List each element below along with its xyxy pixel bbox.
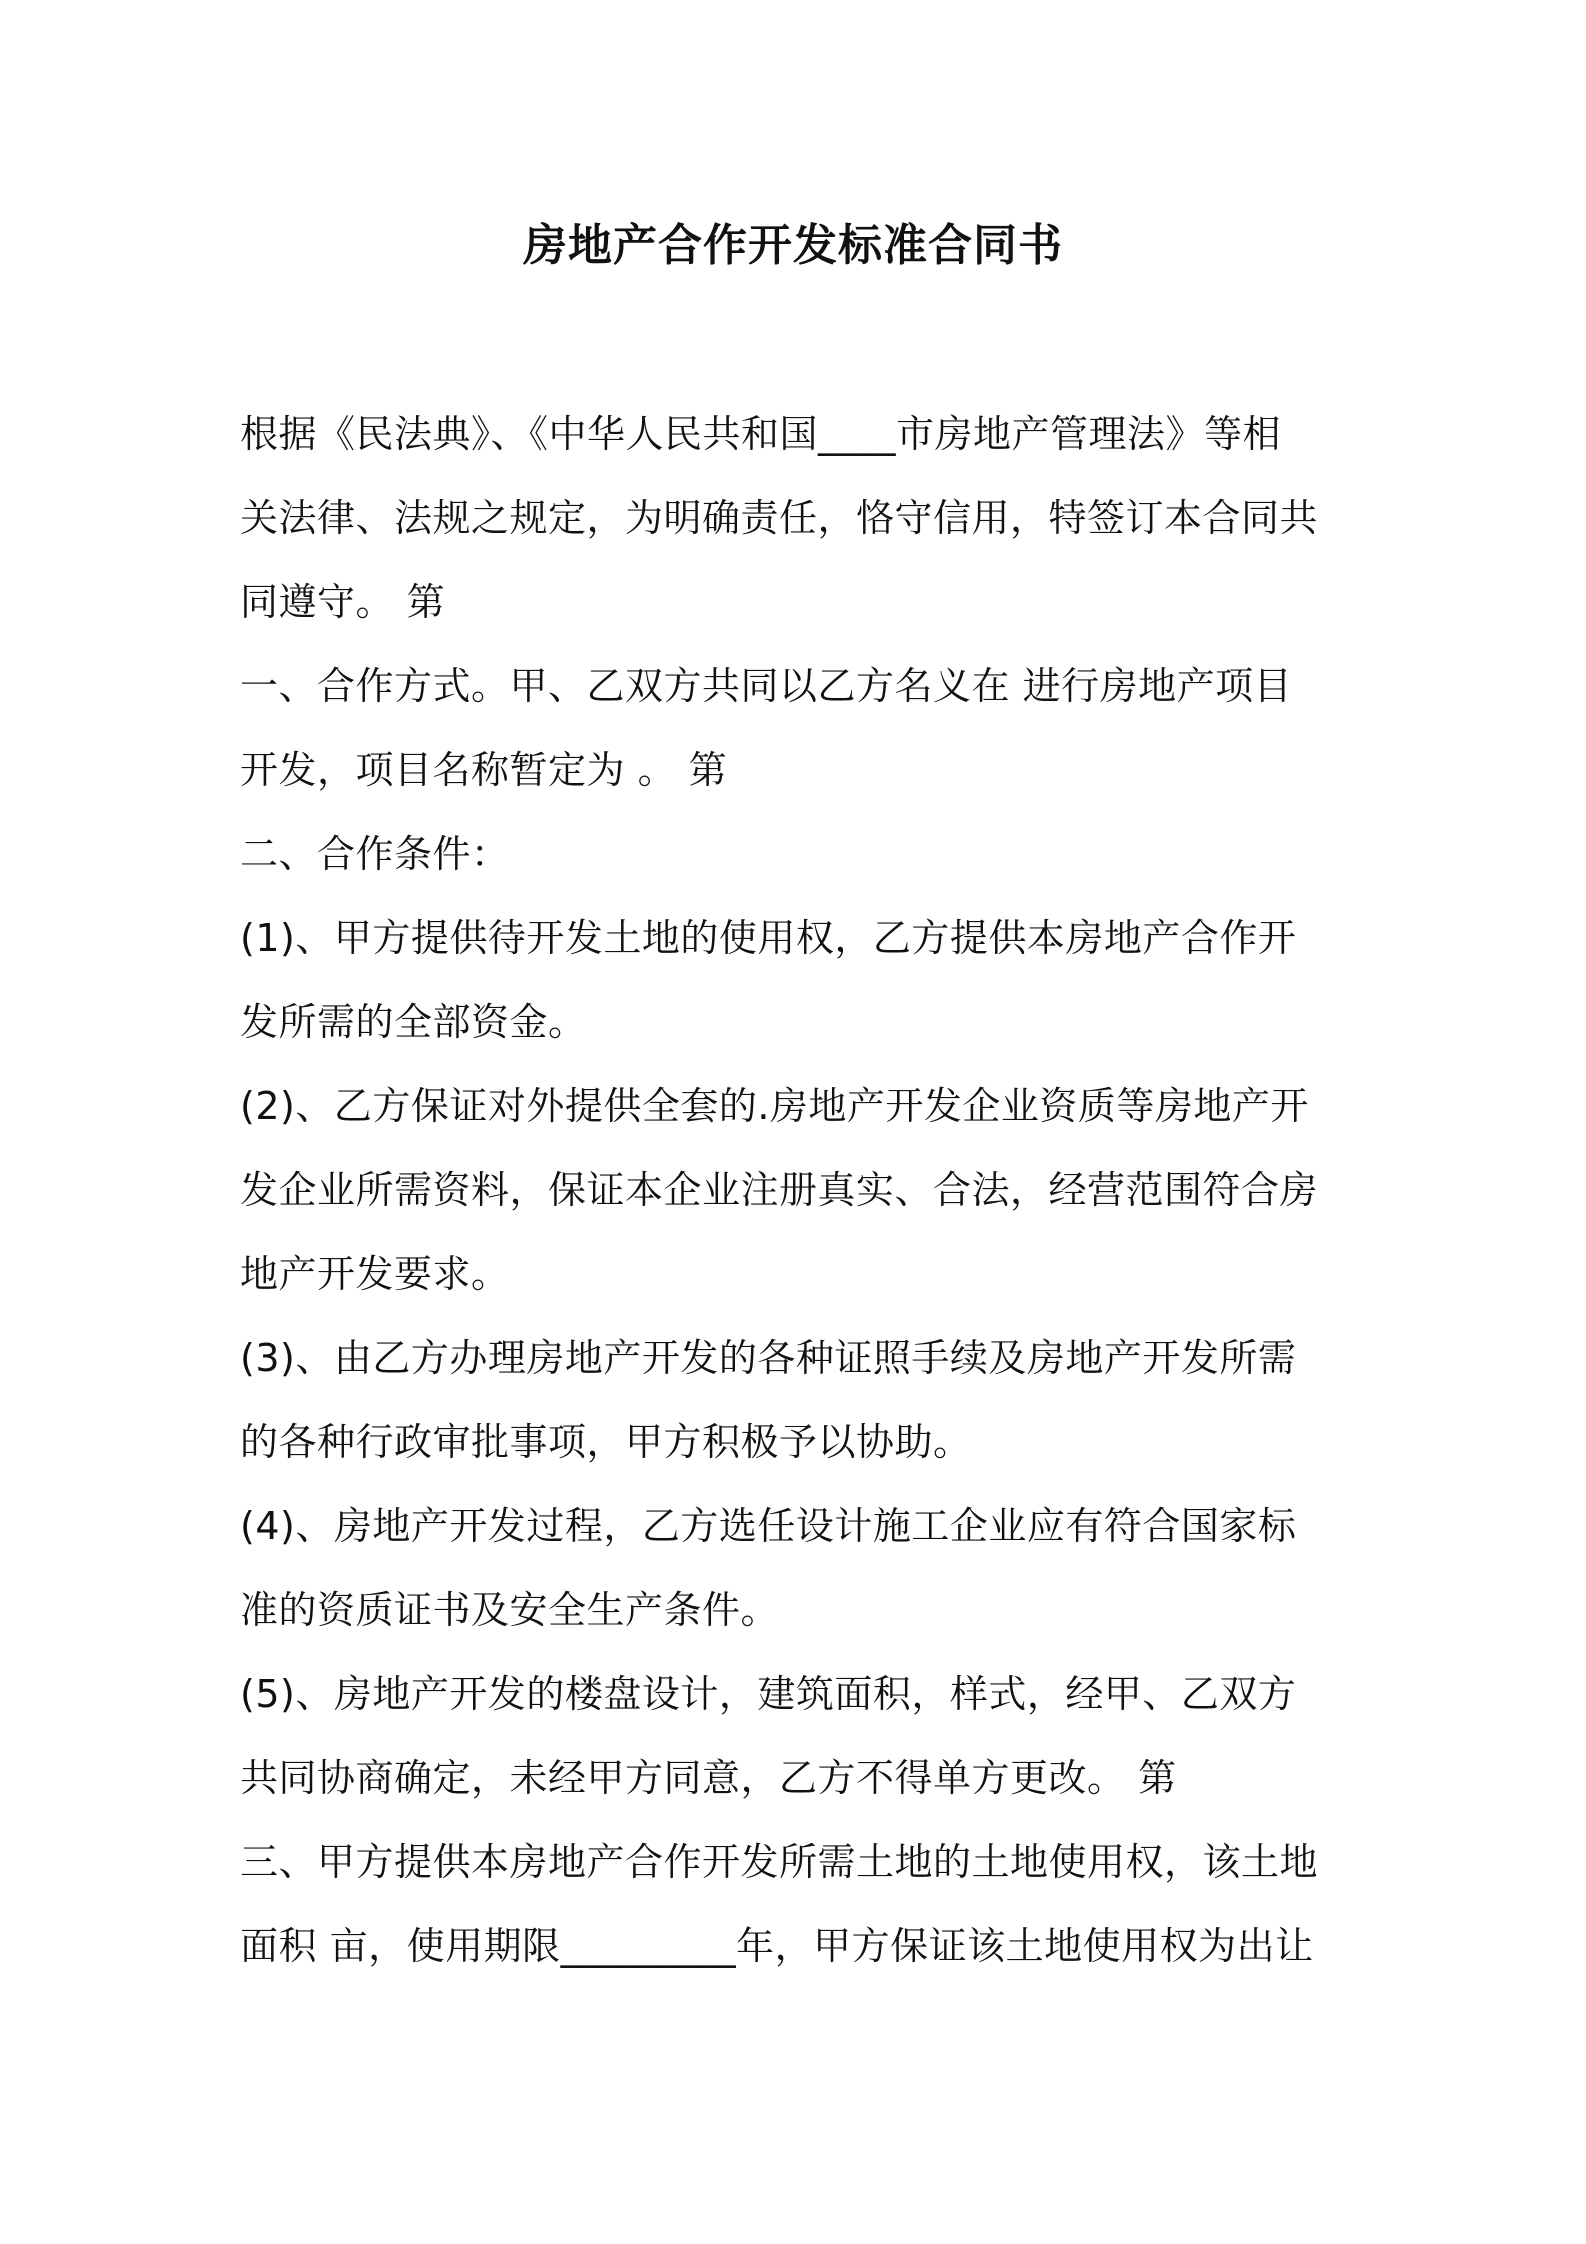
body-line-5: 开发，项目名称暂定为 。 第: [240, 748, 728, 792]
body-line-1: 根据《民法典》、《中华人民共和国____市房地产管理法》等相: [240, 412, 1282, 456]
body-line-9: (2)、乙方保证对外提供全套的.房地产开发企业资质等房地产开: [240, 1084, 1309, 1128]
document-title: 房地产合作开发标准合同书: [523, 220, 1063, 271]
body-line-13: 的各种行政审批事项，甲方积极予以协助。: [240, 1420, 972, 1464]
body-line-15: 准的资质证书及安全生产条件。: [240, 1588, 780, 1632]
body-line-19: 面积 亩，使用期限_________年，甲方保证该土地使用权为出让: [240, 1924, 1314, 1968]
body-line-7: (1)、甲方提供待开发土地的使用权，乙方提供本房地产合作开: [240, 916, 1297, 960]
body-line-2: 关法律、法规之规定，为明确责任，恪守信用，特签订本合同共: [240, 496, 1319, 540]
body-line-16: (5)、房地产开发的楼盘设计，建筑面积，样式，经甲、乙双方: [240, 1672, 1297, 1716]
body-line-17: 共同协商确定，未经甲方同意，乙方不得单方更改。 第: [240, 1756, 1177, 1800]
body-line-6: 二、合作条件：: [240, 832, 510, 876]
body-line-18: 三、甲方提供本房地产合作开发所需土地的土地使用权，该土地: [240, 1840, 1319, 1884]
body-line-12: (3)、由乙方办理房地产开发的各种证照手续及房地产开发所需: [240, 1336, 1297, 1380]
body-line-4: 一、合作方式。甲、乙双方共同以乙方名义在 进行房地产项目: [240, 664, 1293, 708]
body-line-3: 同遵守。 第: [240, 580, 446, 624]
body-line-8: 发所需的全部资金。: [240, 1000, 587, 1044]
body-line-10: 发企业所需资料，保证本企业注册真实、合法，经营范围符合房: [240, 1168, 1319, 1212]
body-line-14: (4)、房地产开发过程，乙方选任设计施工企业应有符合国家标: [240, 1504, 1297, 1548]
body-line-11: 地产开发要求。: [240, 1252, 510, 1296]
